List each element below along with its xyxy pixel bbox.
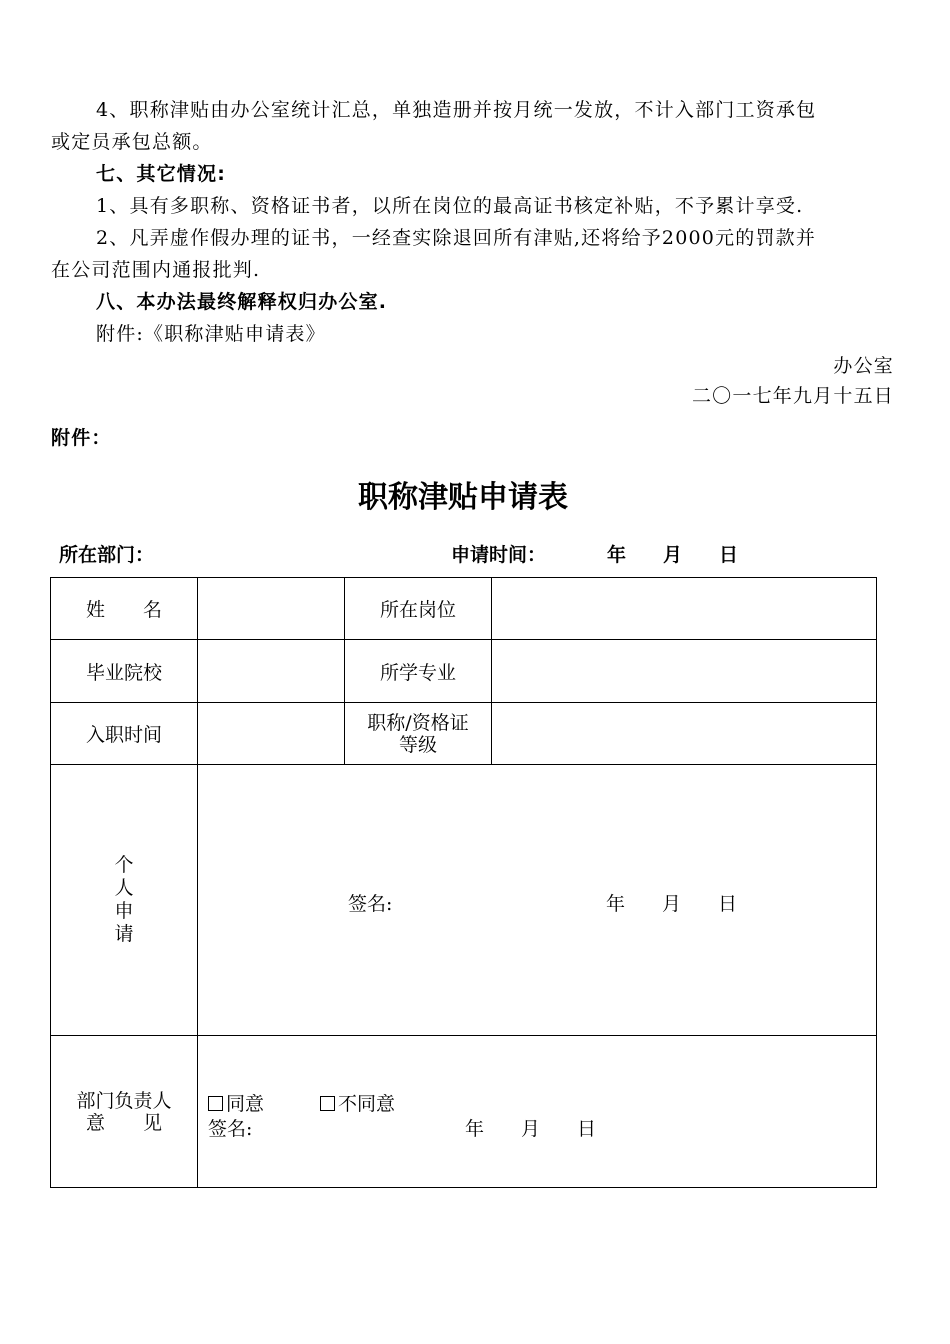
position-label: 所在岗位 [345, 578, 492, 640]
disagree-checkbox[interactable] [320, 1096, 335, 1111]
section-8-heading: 八、本办法最终解释权归办公室. [96, 291, 388, 313]
dept-year: 年 [465, 1118, 485, 1140]
personal-application-field[interactable] [198, 765, 877, 1036]
section-7-heading: 七、其它情况: [96, 163, 226, 185]
paragraph-4-line1: 4、职称津贴由办公室统计汇总，单独造册并按月统一发放，不计入部门工资承包 [96, 99, 817, 121]
dept-month: 月 [521, 1118, 541, 1140]
apply-month: 月 [663, 544, 683, 566]
name-field[interactable] [198, 578, 345, 640]
agree-label: 同意 [226, 1093, 265, 1115]
disagree-label: 不同意 [338, 1093, 396, 1115]
hire-date-label: 入职时间 [51, 703, 198, 765]
attachment-label: 附件： [51, 427, 112, 449]
name-label: 姓 名 [51, 578, 198, 640]
personal-application-label [51, 765, 198, 1036]
dept-signature-label: 签名: [208, 1118, 253, 1140]
department-label: 所在部门： [59, 544, 155, 566]
item-1: 1、具有多职称、资格证书者，以所在岗位的最高证书核定补贴，不予累计享受. [96, 195, 804, 217]
attachment-reference: 附件:《职称津贴申请表》 [96, 323, 326, 345]
title-level-label-line2: 等级 [398, 733, 437, 756]
dept-head-label-line2: 意 见 [85, 1111, 162, 1134]
agree-option[interactable] [208, 1089, 264, 1116]
title-level-label [345, 703, 492, 765]
personal-year: 年 [606, 893, 626, 915]
agree-checkbox[interactable] [208, 1096, 223, 1111]
personal-month: 月 [662, 893, 682, 915]
application-form-table [50, 577, 877, 1188]
title-level-label-line1: 职称/资格证 [367, 711, 469, 734]
school-label: 毕业院校 [51, 640, 198, 703]
dept-head-opinion-field[interactable] [198, 1036, 877, 1188]
hire-date-field[interactable] [198, 703, 345, 765]
apply-year: 年 [607, 544, 627, 566]
signature-label: 签名: [348, 893, 393, 915]
paragraph-4-line2: 或定员承包总额。 [51, 131, 213, 153]
major-field[interactable] [492, 640, 877, 703]
major-label: 所学专业 [345, 640, 492, 703]
disagree-option[interactable] [320, 1089, 395, 1116]
item-2-line2: 在公司范围内通报批判. [51, 259, 261, 281]
dept-head-label-line1: 部门负责人 [76, 1089, 172, 1112]
dept-head-opinion-label [51, 1036, 198, 1188]
personal-application-char: 请 [114, 923, 134, 945]
form-title: 职称津贴申请表 [358, 480, 568, 515]
personal-application-char: 申 [114, 900, 134, 922]
personal-day: 日 [718, 893, 738, 915]
position-field[interactable] [492, 578, 877, 640]
issuer: 办公室 [833, 355, 894, 377]
school-field[interactable] [198, 640, 345, 703]
item-2-line1: 2、凡弄虚作假办理的证书，一经查实除退回所有津贴,还将给予2000元的罚款并 [96, 227, 817, 249]
personal-application-char: 个 [114, 854, 134, 876]
issue-date: 二〇一七年九月十五日 [691, 385, 894, 407]
apply-day: 日 [719, 544, 739, 566]
title-level-field[interactable] [492, 703, 877, 765]
dept-day: 日 [577, 1118, 597, 1140]
apply-time-label: 申请时间： [451, 544, 547, 566]
personal-application-char: 人 [114, 877, 134, 899]
